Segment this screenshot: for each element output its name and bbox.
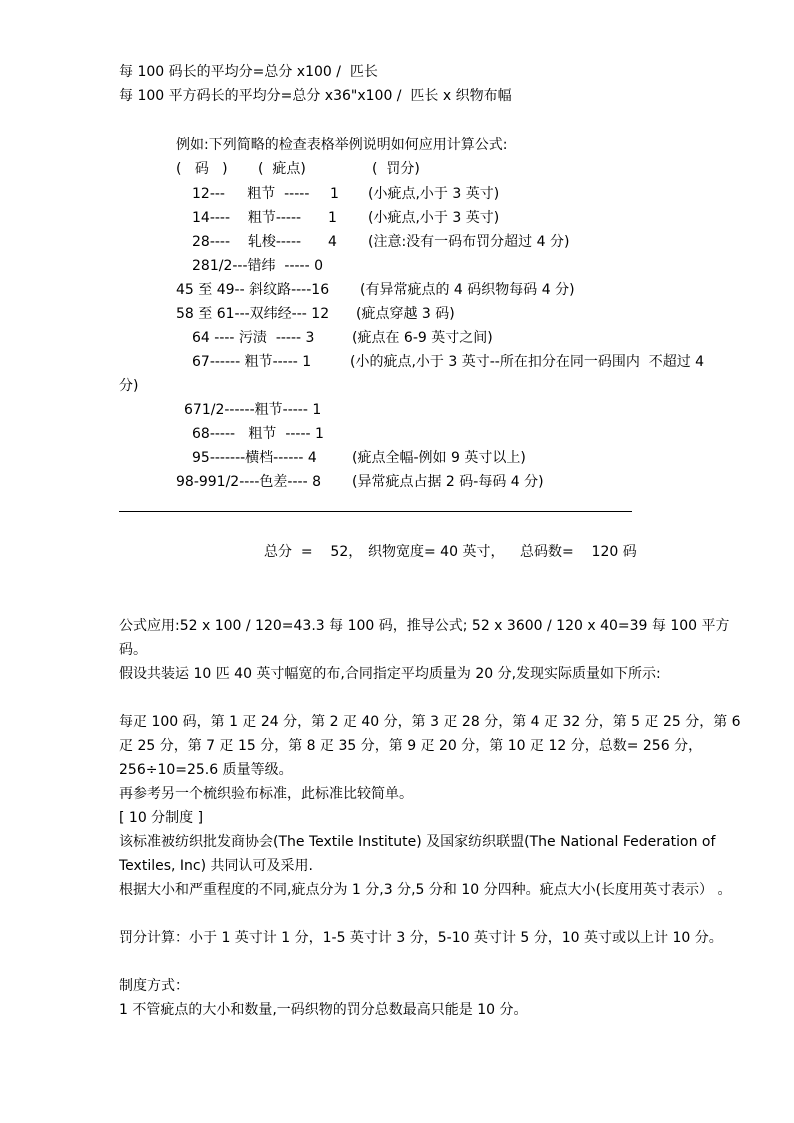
- example-intro: 例如:下列简略的检查表格举例说明如何应用计算公式:: [176, 137, 508, 153]
- row-yard: 64 ---- 污渍 ----- 3: [192, 330, 315, 346]
- row-yard: 281/2---错纬 ----- 0: [192, 258, 324, 274]
- summary-width: 织物宽度= 40 英寸，: [368, 544, 505, 560]
- paragraph-adoption: 该标准被纺织批发商协会(The Textile Institute) 及国家纺织联盟(The National Federation of Textiles, Inc) 共同认可及采用.: [119, 834, 716, 874]
- paragraph-penalty-calc: 罚分计算：小于 1 英寸计 1 分，1-5 英寸计 3 分，5-10 英寸计 5 分，10 英寸或以上计 10 分。: [119, 930, 723, 946]
- row-yard: 671/2------粗节----- 1: [184, 402, 322, 418]
- row-yard: 12--- 粗节 -----: [192, 186, 310, 202]
- row-yard: 45 至 49-- 斜纹路----16: [176, 282, 330, 298]
- paragraph-rule-1: 1 不管疵点的大小和数量,一码织物的罚分总数最高只能是 10 分。: [119, 1002, 528, 1018]
- row-yard: 28---- 轧梭-----: [192, 234, 302, 250]
- row-note: (疵点在 6-9 英寸之间): [352, 330, 493, 346]
- paragraph-per-bolt-scores: 每疋 100 码，第 1 疋 24 分，第 2 疋 40 分，第 3 疋 28 分，第 4 疋 32 分，第 5 疋 25 分，第 6 疋 25 分，第 7 疋 15 分，第 8 疋 35 分，第 9 疋 20 分，第 10 疋 12 分，总数= 256 分，256÷10=25.6 质量等级。: [119, 714, 741, 778]
- horizontal-divider: [119, 511, 632, 512]
- table-header-defect: ( 疵点): [258, 161, 306, 177]
- paragraph-assumption: 假设共装运 10 匹 40 英寸幅宽的布,合同指定平均质量为 20 分,发现实际质量如下所示:: [119, 666, 661, 682]
- row-yard: 58 至 61---双纬经--- 12: [176, 306, 330, 322]
- paragraph-scoring-method: 制度方式：: [119, 978, 189, 994]
- row-yard: 67------ 粗节----- 1: [192, 354, 312, 370]
- summary-yards: 总码数= 120 码: [520, 544, 637, 560]
- row-note: (注意:没有一码布罚分超过 4 分): [368, 234, 570, 250]
- row-points: 4: [328, 234, 337, 250]
- row-note: (小疵点,小于 3 英寸): [368, 210, 500, 226]
- row-yard: 98-991/2----色差---- 8: [176, 474, 321, 490]
- paragraph-another-standard: 再参考另一个梳织验布标准，此标准比较简单。: [119, 786, 413, 802]
- row-note: (疵点全幅-例如 9 英寸以上): [352, 450, 526, 466]
- row-note: (小的疵点,小于 3 英寸--所在扣分在同一码围内 不超过 4: [350, 354, 705, 370]
- row-points: 1: [328, 210, 337, 226]
- row-note: (小疵点,小于 3 英寸): [368, 186, 500, 202]
- table-header-penalty: ( 罚分): [372, 161, 420, 177]
- row-yard: 95-------横档------ 4: [192, 450, 317, 466]
- row-note-continuation: 分): [119, 378, 139, 394]
- row-points: 1: [330, 186, 339, 202]
- summary-total-points: 总分 = 52，: [264, 544, 363, 560]
- formula-per-100-square-yards: 每 100 平方码长的平均分=总分 x36"x100 / 匹长 x 织物布幅: [119, 88, 512, 104]
- row-yard: 68----- 粗节 ----- 1: [192, 426, 324, 442]
- section-heading-10-point: [ 10 分制度 ]: [119, 810, 204, 826]
- formula-per-100-yards: 每 100 码长的平均分=总分 x100 / 匹长: [119, 64, 378, 80]
- paragraph-defect-classes: 根据大小和严重程度的不同,疵点分为 1 分,3 分,5 分和 10 分四种。疵点大小(长度用英寸表示） 。: [119, 882, 732, 898]
- paragraph-formula-application: 公式应用:52 x 100 / 120=43.3 每 100 码，推导公式; 52 x 3600 / 120 x 40=39 每 100 平方码。: [119, 618, 730, 658]
- row-note: (有异常疵点的 4 码织物每码 4 分): [360, 282, 575, 298]
- table-header-yard: ( 码 ): [176, 161, 228, 177]
- row-yard: 14---- 粗节-----: [192, 210, 302, 226]
- row-note: (疵点穿越 3 码): [356, 306, 455, 322]
- row-note: (异常疵点占据 2 码-每码 4 分): [352, 474, 544, 490]
